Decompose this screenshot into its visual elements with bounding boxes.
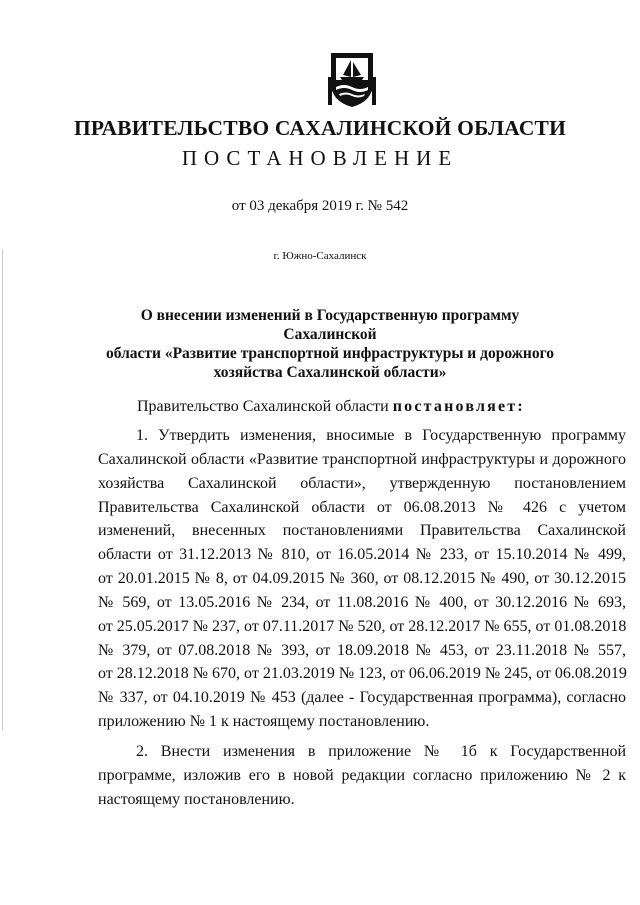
document-subject [100, 306, 560, 382]
paragraph-2 [98, 740, 626, 812]
document-type: ПОСТАНОВЛЕНИЕ [181, 146, 459, 170]
paragraph-line: № 379, от 07.08.2018 № 393, от 18.09.2018 № 453, от 23.11.2018 № 557, [98, 641, 626, 659]
preamble-text: Правительство Сахалинской области [137, 398, 393, 415]
preamble [137, 398, 525, 416]
document-city: г. Южно-Сахалинск [273, 250, 367, 262]
preamble-emphasis: постановляет: [392, 398, 525, 415]
paragraph-line: от 25.05.2017 № 237, от 07.11.2017 № 520, от 28.12.2017 № 655, от 01.08.2018 [98, 617, 627, 635]
paragraph-line: изменений, внесенных постановлениями Правительства Сахалинской [98, 522, 626, 540]
paragraph-line: хозяйства Сахалинской области», утвержденную постановлением [98, 474, 626, 492]
paragraph-1 [98, 424, 626, 734]
sakhalin-coat-of-arms-icon [327, 47, 377, 109]
document-body [98, 424, 626, 812]
paragraph-line: 2. Внести изменения в приложение № 1б к Государственной [136, 742, 626, 760]
paragraph-line: от 20.01.2015 № 8, от 04.09.2015 № 360, от 08.12.2015 № 490, от 30.12.2015 [98, 570, 626, 588]
paragraph-line: Сахалинской области «Развитие транспортной инфраструктуры и дорожного [98, 450, 626, 468]
subject-line: О внесении изменений в Государственную программу Сахалинской [140, 307, 520, 343]
subject-line: хозяйства Сахалинской области» [213, 364, 447, 381]
paragraph-line: Правительства Сахалинской области от 06.08.2013 № 426 с учетом [98, 498, 626, 516]
paragraph-line: от 28.12.2018 № 670, от 21.03.2019 № 123, от 06.06.2019 № 245, от 06.08.2019 [98, 665, 627, 683]
scan-edge-mark [2, 250, 3, 730]
paragraph-line: 1. Утвердить изменения, вносимые в Государственную программу [136, 427, 626, 444]
government-title: ПРАВИТЕЛЬСТВО САХАЛИНСКОЙ ОБЛАСТИ [73, 116, 567, 140]
paragraph-line: приложению № 1 к настоящему постановлению. [98, 713, 430, 731]
paragraph-line: программе, изложив его в новой редакции согласно приложению № 2 к [98, 766, 626, 784]
subject-line: области «Развитие транспортной инфраструктуры и дорожного [105, 345, 555, 362]
document-date-number: от 03 декабря 2019 г. № 542 [231, 198, 409, 214]
paragraph-line: настоящему постановлению. [98, 790, 295, 808]
paragraph-line: № 337, от 04.10.2019 № 453 (далее - Государственная программа), согласно [98, 689, 626, 707]
paragraph-line: № 569, от 13.05.2016 № 234, от 11.08.2016 № 400, от 30.12.2016 № 693, [98, 593, 626, 611]
paragraph-line: области от 31.12.2013 № 810, от 16.05.2014 № 233, от 15.10.2014 № 499, [98, 546, 626, 564]
